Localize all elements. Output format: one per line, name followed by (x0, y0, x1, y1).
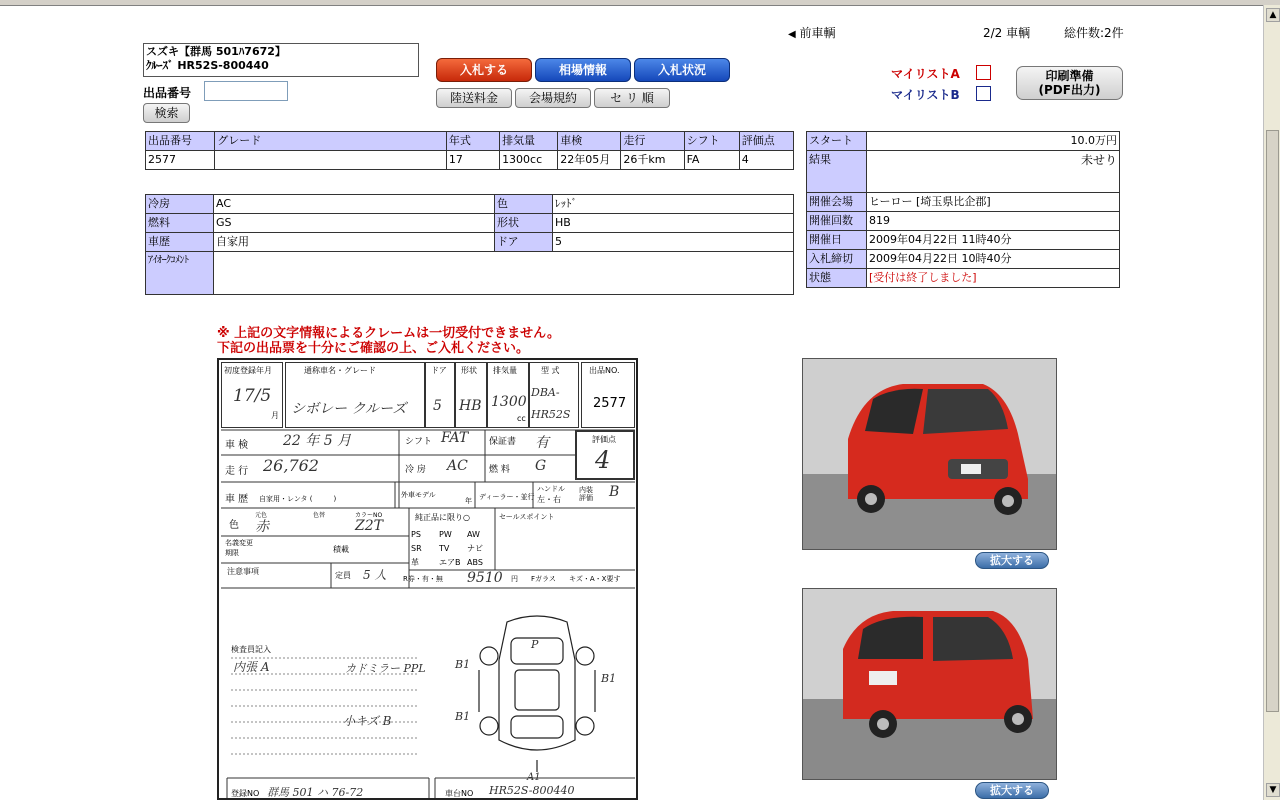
start-value: 10.0万円 (867, 132, 1120, 151)
auction-sheet (217, 358, 638, 800)
sheet-shaken-hw: 22 年 5 月 (283, 433, 352, 449)
bid-status-button[interactable]: 入札状況 (634, 58, 730, 82)
sheet-seats-hw: 5 人 (363, 568, 387, 582)
sheet-fuel-label: 燃 料 (489, 465, 510, 475)
count-label: 開催回数 (807, 212, 867, 231)
sheet-fuel-hw: G (535, 458, 547, 474)
sheet-recycle-hw: 9510 (467, 570, 503, 586)
scroll-up-icon[interactable]: ▲ (1266, 8, 1280, 22)
vertical-scrollbar[interactable] (1263, 5, 1280, 800)
sheet-equip-item: PW (439, 530, 452, 539)
sheet-warranty-label: 保証書 (489, 437, 517, 447)
sheet-regno-label: 登録NO (231, 789, 260, 798)
spec-header: 排気量 (500, 132, 558, 151)
spec-header: 評価点 (739, 132, 793, 151)
sheet-reg-header: 初度登録年月 (224, 366, 272, 375)
sheet-seats-label: 定員 (335, 571, 351, 580)
cooling-label: 冷房 (146, 195, 214, 214)
print-line2: (PDF出力) (1038, 83, 1101, 97)
market-info-button[interactable]: 相場情報 (535, 58, 631, 82)
sheet-chassis-hw: HR52S-800440 (489, 784, 575, 797)
spec-value: 1300cc (500, 151, 558, 170)
result-value: 未せり (867, 151, 1120, 193)
sheet-fglass-opts: キズ・A・X要す (569, 575, 621, 583)
shape-label: 形状 (495, 214, 553, 233)
sheet-cooling-label: 冷 房 (405, 465, 426, 475)
spec-value: 17 (446, 151, 499, 170)
color-value: ﾚｯﾄﾞ (553, 195, 794, 214)
sheet-mileage-hw: 26,762 (263, 456, 319, 475)
spec-header: シフト (684, 132, 739, 151)
cooling-value: AC (214, 195, 495, 214)
sheet-handle-opts: 左・右 (537, 495, 561, 504)
sheet-notes-label: 注意事項 (227, 567, 259, 576)
result-label: 結果 (807, 151, 867, 193)
sheet-name-header: 通称車名・グレード (304, 366, 376, 375)
mylist-a-checkbox[interactable] (976, 65, 991, 80)
start-label: スタート (807, 132, 867, 151)
sheet-shaken-label: 車 検 (225, 440, 249, 451)
sheet-interior-label: 内装評価 (579, 486, 593, 502)
mylist-b-label: マイリストB (891, 88, 960, 102)
sheet-mileage-label: 走 行 (225, 466, 249, 477)
spec-value: 2577 (146, 151, 215, 170)
print-line1: 印刷準備 (1045, 69, 1094, 83)
car-rear-image (803, 589, 1056, 779)
spec-value: 26千km (621, 151, 684, 170)
prev-vehicle-label: 前車輌 (799, 26, 836, 40)
sheet-equip-item: SR (411, 544, 422, 553)
total-count: 総件数:2件 (1064, 26, 1124, 40)
color-label: 色 (495, 195, 553, 214)
sheet-cooling-hw: AC (447, 458, 468, 474)
sheet-model-hw1: DBA- (531, 386, 560, 399)
sheet-disp-header: 排気量 (493, 366, 517, 375)
sheet-import-label: 外車モデル (401, 491, 436, 499)
bid-button[interactable]: 入札する (436, 58, 532, 82)
sheet-color-orig: 元色 (255, 512, 268, 519)
sheet-score-hw: 4 (595, 446, 611, 474)
sheet-shape-hw: HB (459, 398, 482, 414)
comment-value (214, 252, 794, 295)
sheet-yen-label: 円 (511, 575, 518, 583)
enlarge-rear-button[interactable]: 拡大する (975, 782, 1049, 799)
spec-header: 走行 (621, 132, 684, 151)
prev-arrow-icon: ◀ (788, 29, 796, 40)
mylist-a-label: マイリストA (891, 67, 960, 81)
sheet-handle-label: ハンドル (537, 485, 565, 493)
sheet-dealer-label: ディーラー・並行 (479, 493, 535, 501)
car-photo-rear[interactable] (802, 588, 1057, 780)
sheet-inspector-hw3: 小キズ B (343, 714, 392, 728)
door-value: 5 (553, 233, 794, 252)
history-label: 車歴 (146, 233, 214, 252)
door-label: ドア (495, 233, 553, 252)
sheet-color-no: カラーNO (355, 512, 383, 519)
sheet-inspector-hw2: カドミラー PPL (345, 662, 426, 675)
vehicle-title-line2: ｸﾙｰｽﾞ HR52S-800440 (146, 59, 269, 72)
fuel-label: 燃料 (146, 214, 214, 233)
vehicle-position: 2/2 車輌 (983, 26, 1031, 40)
sheet-color-hw: 赤 (255, 519, 269, 535)
sheet-diagram-b1: B1 (455, 658, 471, 671)
sheet-recycle-label: R券・有・無 (403, 575, 443, 583)
sheet-color-change: 色替 (313, 512, 326, 519)
prev-vehicle-link[interactable] (788, 24, 836, 41)
sheet-inspector-label: 検査員記入 (231, 645, 271, 654)
deadline-value: 2009年04月22日 10時40分 (867, 250, 1120, 269)
sheet-no-header: 出品NO. (589, 366, 620, 375)
sheet-shift-label: シフト (405, 437, 433, 447)
sheet-no-value: 2577 (593, 396, 627, 411)
sheet-equip-item: ナビ (467, 544, 483, 553)
sheet-chassis-label: 車台NO (445, 789, 474, 798)
sheet-equipment-grid (411, 528, 495, 570)
sheet-genuine-label: 純正品に限り○ (415, 513, 470, 522)
venue-label: 開催会場 (807, 193, 867, 212)
print-pdf-button[interactable] (1016, 66, 1123, 100)
lot-number-input[interactable] (204, 81, 288, 101)
sheet-name-hw: シボレー クルーズ (291, 401, 407, 417)
sheet-shift-hw: FAT (441, 430, 469, 446)
venue-value: ヒーロー [埼玉県比企郡] (867, 193, 1120, 212)
spec-header-row (146, 132, 794, 151)
vehicle-title-line1: スズキ【群馬 501ﾊ7672】 (146, 45, 286, 58)
sheet-equip-item: PS (411, 530, 421, 539)
status-label: 状態 (807, 269, 867, 288)
window-top-bar (0, 0, 1280, 6)
sheet-warranty-hw: 有 (535, 435, 549, 451)
sheet-disp-cc: cc (517, 414, 526, 423)
sheet-disp-hw: 1300 (491, 394, 527, 410)
search-button[interactable]: 検索 (143, 103, 190, 123)
spec-value: 4 (739, 151, 793, 170)
auction-order-button[interactable]: セ リ 順 (594, 88, 670, 108)
claim-notice-line1: ※ 上記の文字情報によるクレームは一切受付できません。 (217, 326, 560, 341)
sheet-score-label: 評価点 (592, 435, 616, 444)
sheet-color-no-hw: Z2T (355, 518, 383, 534)
sheet-equip-item: エアB (439, 558, 461, 567)
venue-rules-button[interactable]: 会場規約 (515, 88, 591, 108)
claim-notice (217, 326, 560, 356)
deadline-label: 入札締切 (807, 250, 867, 269)
auction-table (806, 131, 1120, 288)
mylist-b-checkbox[interactable] (976, 86, 991, 101)
vehicle-title-box (143, 43, 419, 77)
lot-number-label: 出品番号 (143, 86, 192, 100)
sheet-reg-hw: 17/5 (233, 386, 272, 406)
enlarge-front-button[interactable]: 拡大する (975, 552, 1049, 569)
scrollbar-thumb[interactable] (1266, 130, 1279, 712)
sheet-diagram-b1-lower: B1 (455, 710, 471, 723)
comment-label: ｱｲｵｰｸｺﾒﾝﾄ (146, 252, 214, 295)
sheet-interior-hw: B (609, 484, 620, 500)
spec-value: 22年05月 (558, 151, 621, 170)
spec-header: 車検 (558, 132, 621, 151)
spec-table (145, 131, 794, 170)
sheet-equip-item: ABS (467, 558, 483, 567)
spec-header: 年式 (446, 132, 499, 151)
sheet-equip-item: TV (439, 544, 450, 553)
history-value: 自家用 (214, 233, 495, 252)
spec-value-row (146, 151, 794, 170)
sheet-equip-item: AW (467, 530, 480, 539)
spec-header: 出品番号 (146, 132, 215, 151)
date-label: 開催日 (807, 231, 867, 250)
sheet-shape-header: 形状 (461, 366, 477, 375)
sheet-inspector-hw1: 内張 A (233, 660, 270, 674)
sheet-history-opts: 自家用・レンタ ( ) (259, 495, 337, 503)
sheet-regno-hw: 群馬 501 ハ 76-72 (267, 786, 364, 799)
sheet-diagram-b1-right: B1 (601, 672, 617, 685)
count-value: 819 (867, 212, 1120, 231)
spec-header: グレード (215, 132, 447, 151)
spec-value: FA (684, 151, 739, 170)
sheet-capacity-label: 積載 (333, 545, 349, 554)
claim-notice-line2: 下記の出品票を十分にご確認の上、ご入札ください。 (217, 341, 530, 356)
shipping-fee-button[interactable]: 陸送料金 (436, 88, 512, 108)
sheet-diagram-a1: A1 (527, 772, 541, 783)
sheet-year-label: 年 (465, 497, 472, 505)
sheet-door-header: ドア (431, 366, 447, 375)
sheet-name-change-label: 名義変更期限 (225, 539, 253, 557)
sheet-history-label: 車 歴 (225, 494, 249, 505)
sheet-fglass-label: Fガラス (531, 575, 556, 583)
sheet-salespoint-label: セールスポイント (499, 513, 555, 521)
shape-value: HB (553, 214, 794, 233)
date-value: 2009年04月22日 11時40分 (867, 231, 1120, 250)
scroll-down-icon[interactable]: ▼ (1266, 783, 1280, 797)
sheet-model-hw2: HR52S (531, 408, 571, 421)
car-photo-front[interactable] (802, 358, 1057, 550)
sheet-equip-item: 革 (411, 558, 419, 567)
sheet-door-hw: 5 (433, 398, 442, 414)
car-front-image (803, 359, 1056, 549)
detail-table (145, 194, 794, 295)
spec-value (215, 151, 447, 170)
sheet-diagram-p: P (531, 638, 539, 651)
status-value: [受付は終了しました] (867, 269, 1120, 288)
sheet-color-label: 色 (229, 520, 239, 531)
sheet-reg-month: 月 (271, 411, 279, 420)
fuel-value: GS (214, 214, 495, 233)
sheet-model-header: 型 式 (541, 366, 560, 375)
